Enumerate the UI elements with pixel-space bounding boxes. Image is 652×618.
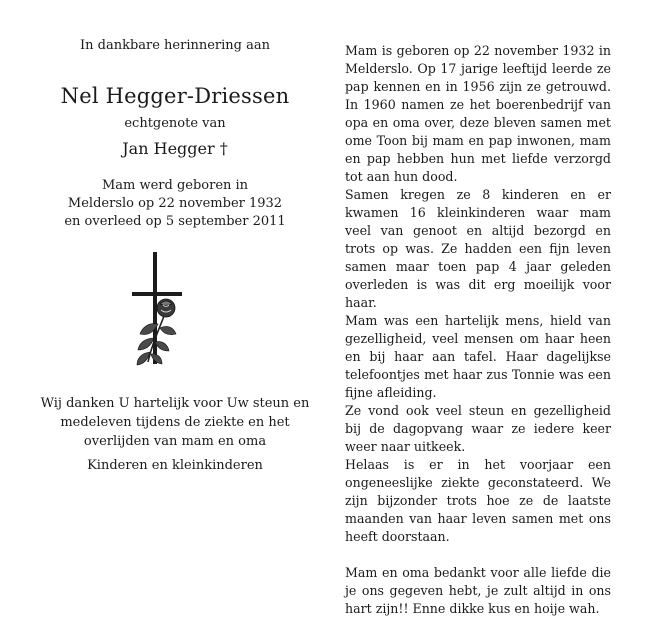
thanks-line: Wij danken U hartelijk voor Uw steun en: [40, 396, 310, 411]
life-dates: [20, 177, 330, 231]
paragraph: Samen kregen ze 8 kinderen en er kwamen 16 kleinkinderen waar mam veel van genoot en altijd bezorgd en trots op was. Ze hadden een fijn leven samen maar toen pap 4 jaar geleden overleden is was dit erg moeilijk voor haar.: [345, 187, 611, 310]
deceased-name: Nel Hegger-Driessen: [60, 84, 290, 108]
spouse-label: echtgenote van: [124, 116, 226, 131]
paragraph: Mam en oma bedankt voor alle liefde die je ons gegeven hebt, je zult altijd in ons hart zijn!! Enne dikke kus en hoije wah.: [345, 565, 611, 616]
dates-line: Mam werd geboren in: [101, 178, 249, 193]
thanks-line: overlijden van mam en oma: [83, 434, 267, 449]
paragraph: Helaas is er in het voorjaar een ongeneeslijke ziekte geconstateerd. We zijn bijzonder trots hoe ze de laatste maanden van haar leven samen met ons heeft doorstaan.: [345, 457, 611, 544]
dates-line: Melderslo op 22 november 1932: [67, 196, 283, 211]
paragraph: Mam was een hartelijk mens, hield van gezelligheid, veel mensen om haar heen en bij haar aan tafel. Haar dagelijkse telefoontjes met haar zus Tonnie was een fijne afleiding.: [345, 313, 611, 400]
dates-line: en overleed op 5 september 2011: [64, 214, 286, 229]
obituary-text: [345, 42, 611, 618]
intro-text: In dankbare herinnering aan: [79, 38, 271, 53]
paragraph: Ze vond ook veel steun en gezelligheid bij de dagopvang waar ze iedere keer weer naar uitkeek.: [345, 403, 611, 454]
thanks-text: [20, 394, 330, 451]
signoff-text: Kinderen en kleinkinderen: [87, 458, 263, 473]
left-panel: [20, 0, 330, 512]
paragraph: Mam is geboren op 22 november 1932 in Melderslo. Op 17 jarige leeftijd leerde ze pap kennen en in 1956 zijn ze getrouwd. In 1960 namen ze het boerenbedrijf van opa en oma over, deze bleven samen met ome Toon bij mam en pap inwonen, mam en pap hebben hun met liefde verzorgd tot aan hun dood.: [345, 43, 611, 184]
thanks-line: medeleven tijdens de ziekte en het: [60, 415, 290, 430]
cross-with-rose-icon: [128, 252, 188, 368]
spouse-name: Jan Hegger †: [122, 139, 228, 158]
